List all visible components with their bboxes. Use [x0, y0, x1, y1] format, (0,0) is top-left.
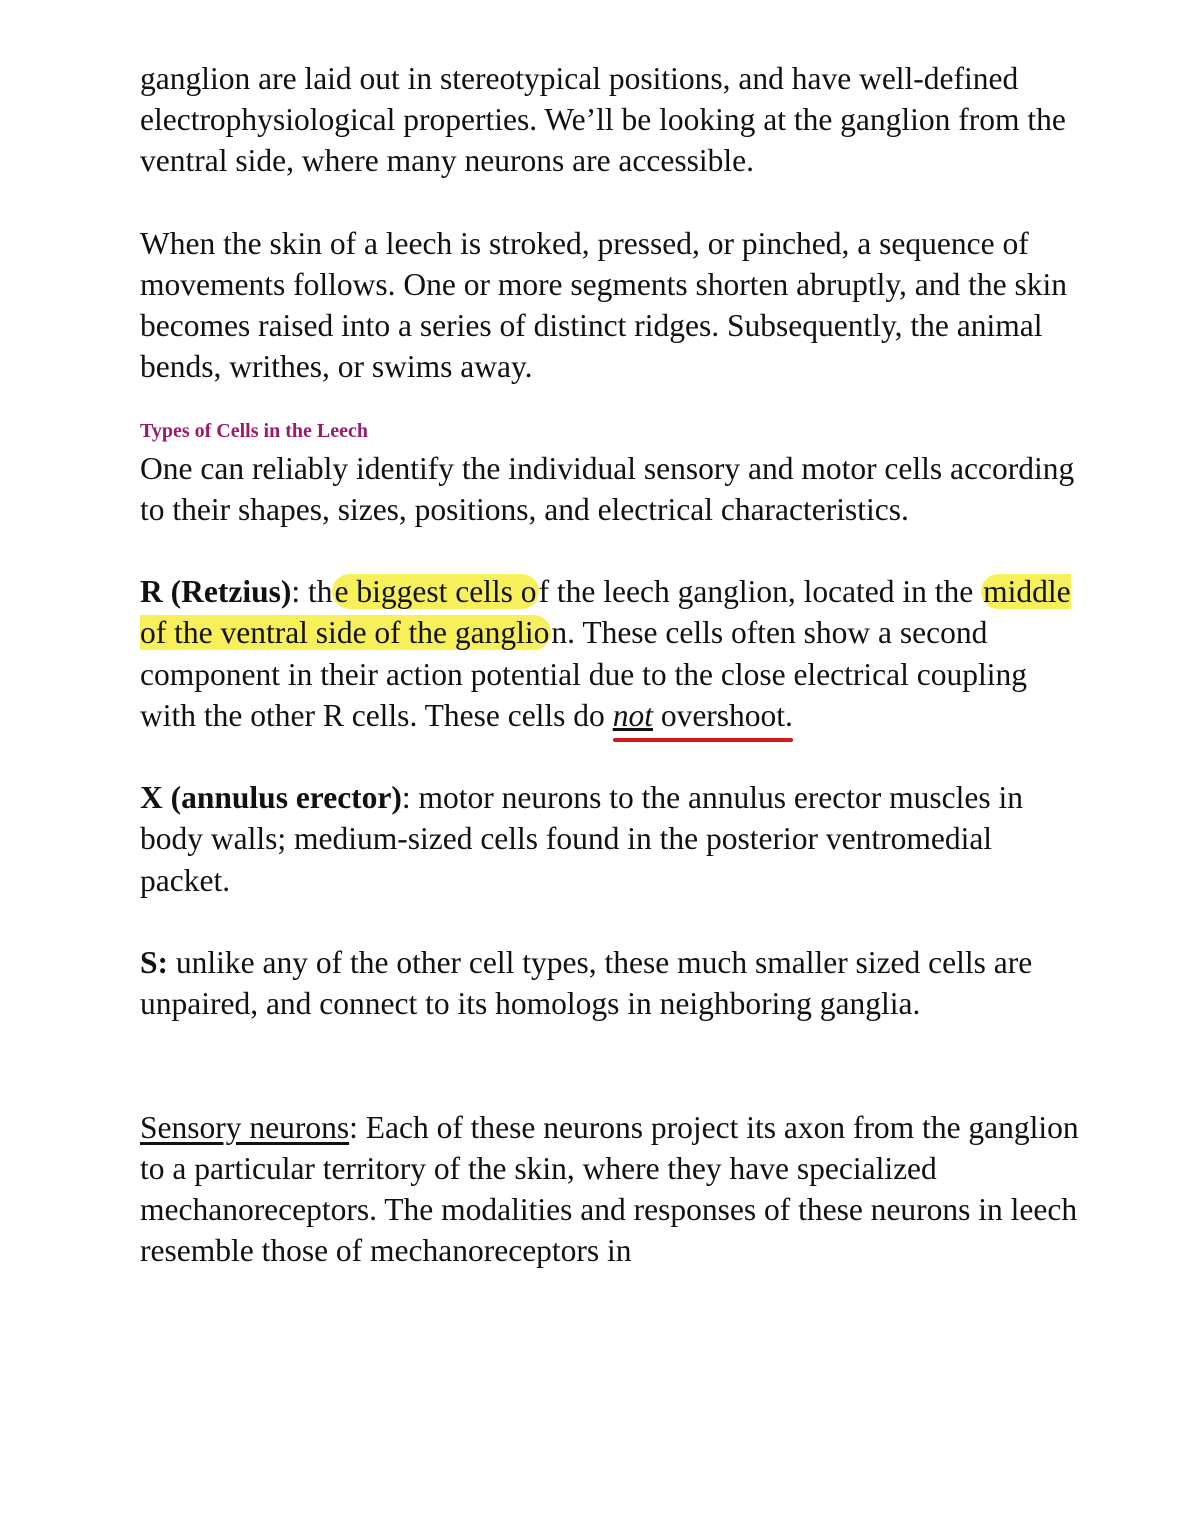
highlight-middle-ventral: middle of the ventral side of the ganglio: [140, 574, 1071, 651]
highlight-biggest-cells: e biggest cells o: [334, 574, 537, 610]
r-cell-not: not: [612, 697, 653, 733]
x-cell-paragraph: [140, 777, 1080, 901]
r-cell-text-2: f the leech ganglion, located in the: [538, 574, 982, 610]
section-intro-paragraph: One can reliably identify the individual sensory and motor cells according to their shapes, sizes, positions, and electrical characteristics.: [140, 450, 1075, 527]
sensory-neurons-term: Sensory neurons: [140, 1109, 350, 1145]
r-cell-paragraph: [140, 571, 1080, 736]
intro-paragraph: ganglion are laid out in stereotypical positions, and have well-defined electrophysiological properties. We’ll be looking at the ganglion from the ventral side, where many neurons are accessible.: [140, 61, 1066, 179]
s-cell-paragraph: [140, 942, 1080, 1024]
sensory-neurons-text: : Each of these neurons project its axon from the ganglion to a particular territory of the skin, where they have specialized mechanoreceptors. The modalities and responses of these neurons in leech resemble those of mechanoreceptors in: [140, 1109, 1079, 1269]
r-cell-text-3: n. These cells often show a second component in their action potential due to the close electrical coupling with the other R cells. These cells do: [140, 615, 1027, 733]
document-page: [140, 58, 1080, 1272]
r-cell-term: R (Retzius): [140, 574, 292, 610]
x-cell-term: X (annulus erector): [140, 780, 402, 816]
section-heading: Types of Cells in the Leech: [140, 419, 368, 442]
r-cell-text-1: : th: [291, 574, 333, 610]
skin-stimulus-paragraph: When the skin of a leech is stroked, pressed, or pinched, a sequence of movements follows. One or more segments shorten abruptly, and the skin becomes raised into a series of distinct ridges. Subsequently, the animal bends, writhes, or swims away.: [140, 225, 1068, 385]
red-underline-annotation: [613, 695, 793, 736]
s-cell-text: unlike any of the other cell types, these much smaller sized cells are unpaired, and connect to its homologs in neighboring ganglia.: [140, 945, 1033, 1022]
sensory-neurons-paragraph: [140, 1107, 1080, 1272]
r-cell-text-4: overshoot.: [652, 697, 793, 733]
s-cell-term: S:: [140, 945, 169, 980]
x-cell-text: : motor neurons to the annulus erector muscles in body walls; medium-sized cells found in the posterior ventromedial packet.: [140, 780, 1024, 898]
